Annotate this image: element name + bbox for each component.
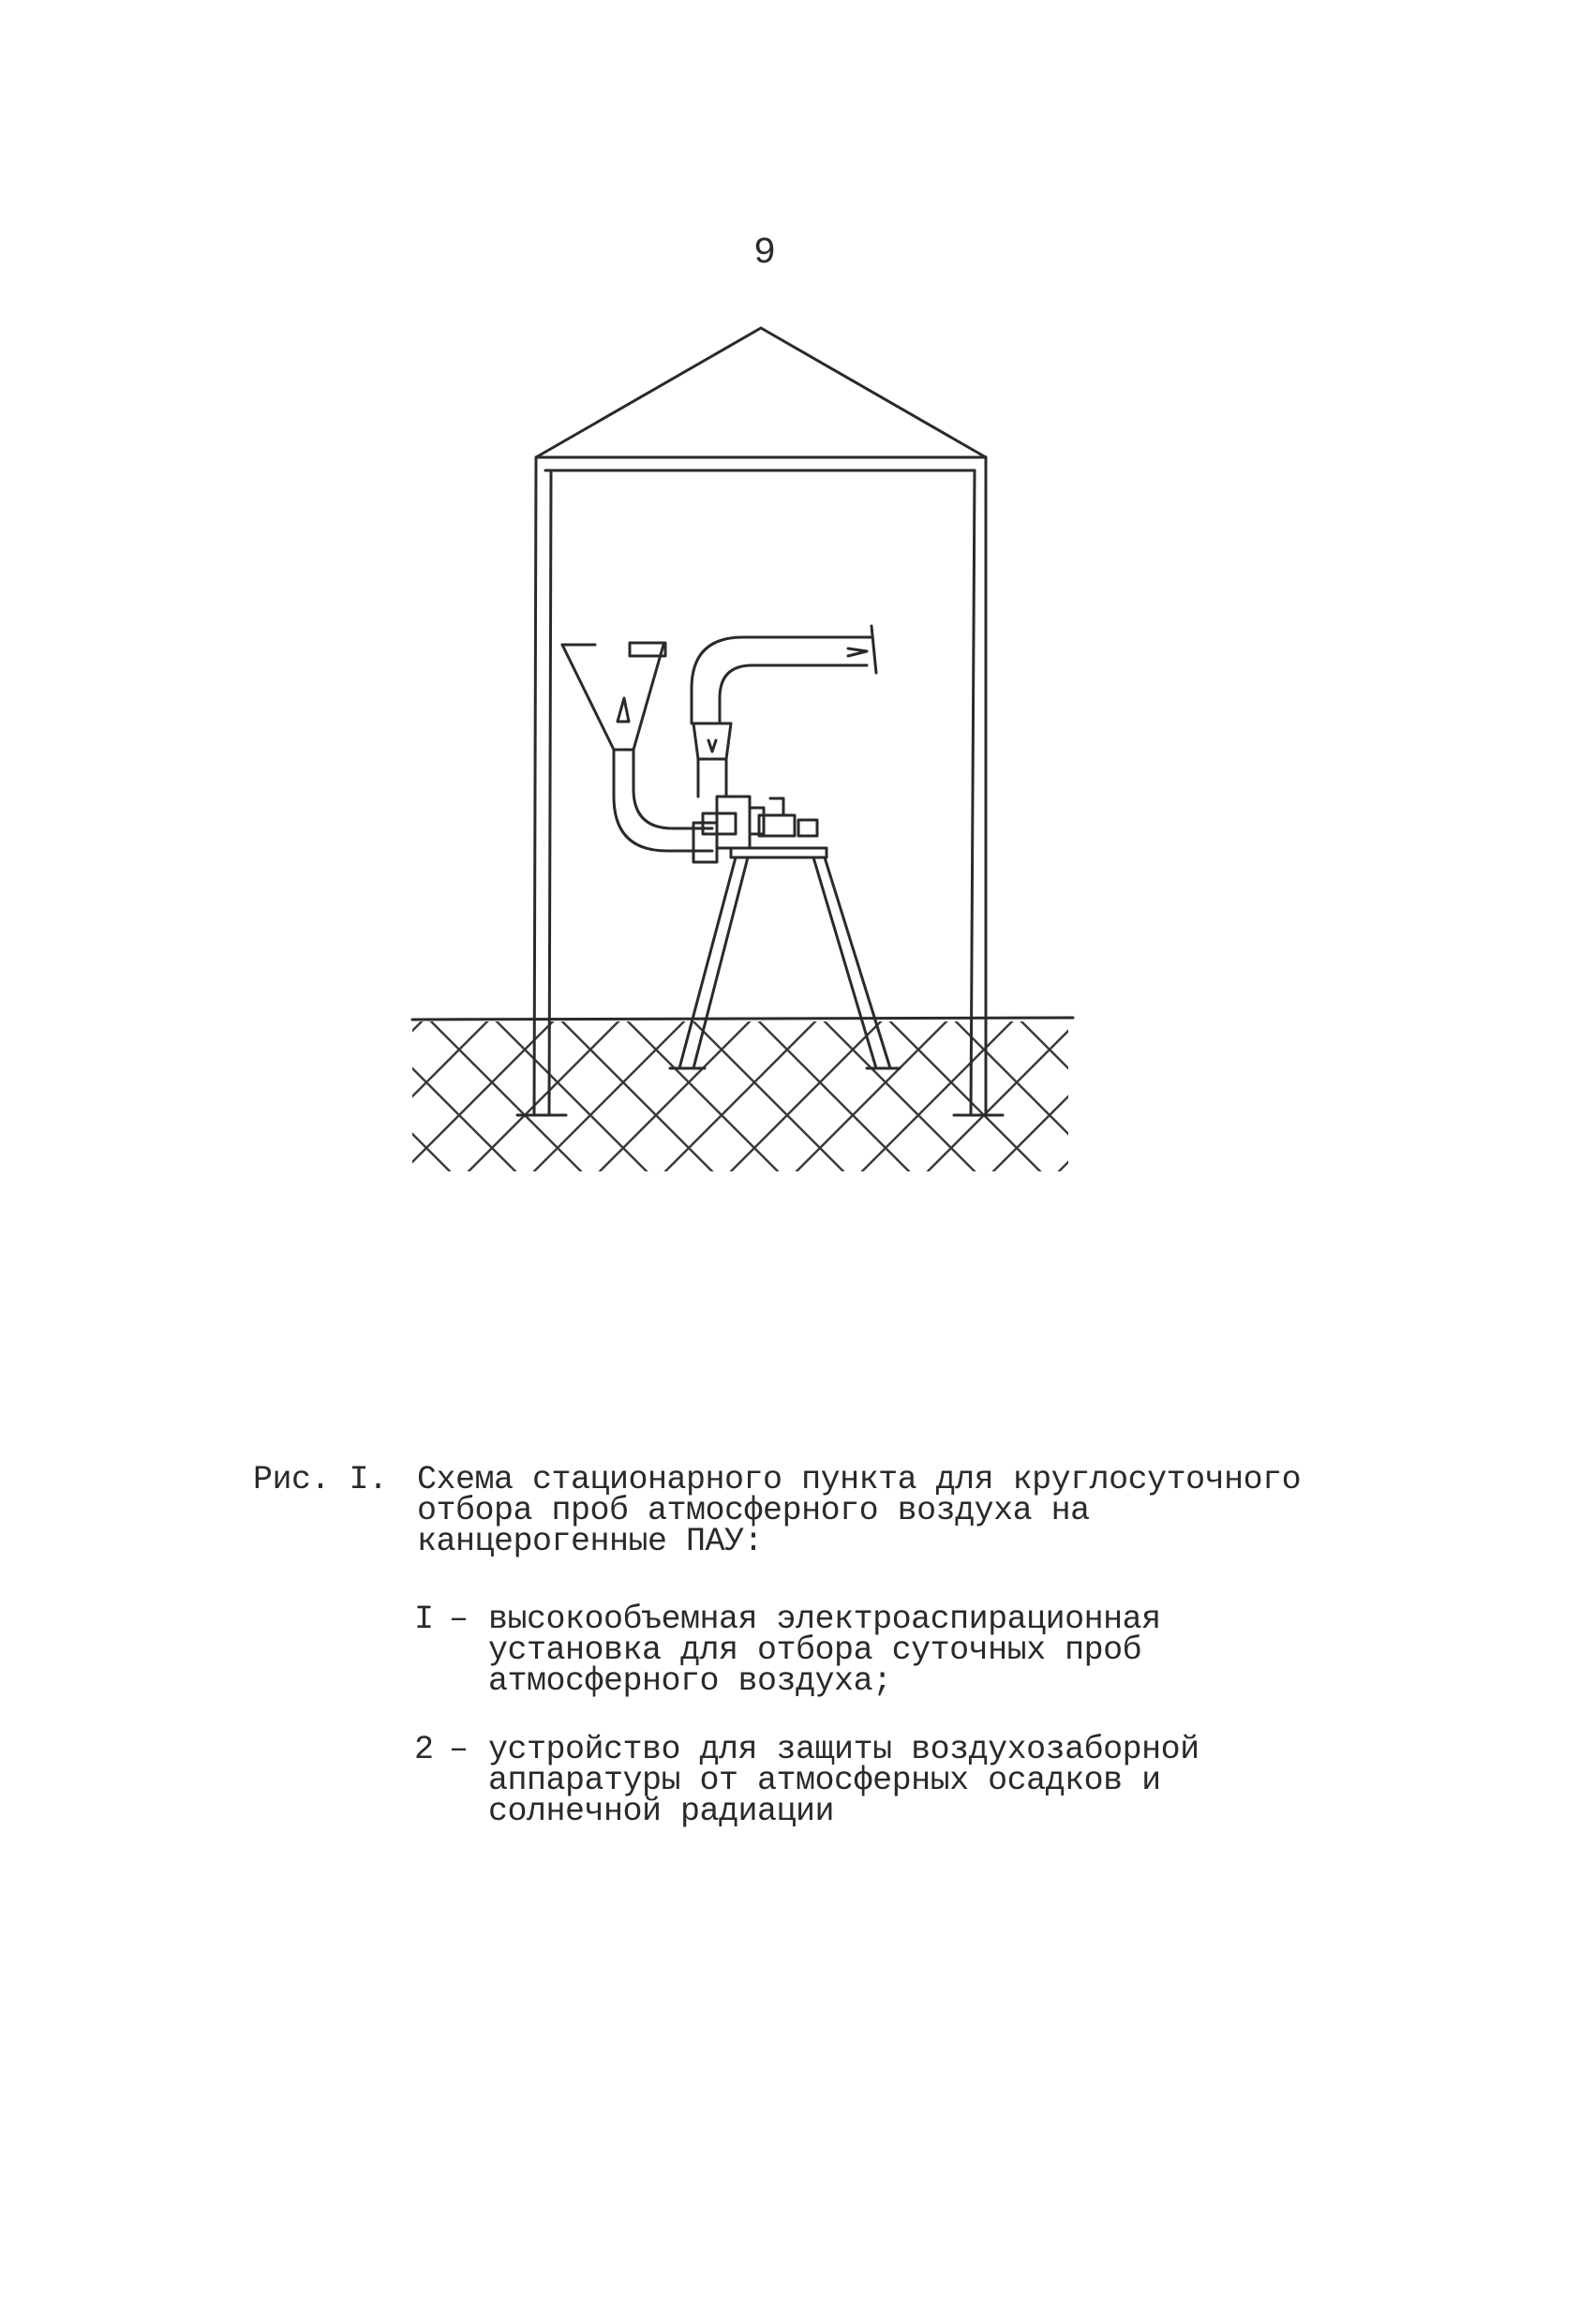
legend-dash: – bbox=[449, 1731, 469, 1768]
figure-label: Рис. I. bbox=[253, 1461, 388, 1498]
legend-text: устройство для защиты воздухозаборной аппаратуры от атмосферных осадков и солнечной радиации bbox=[488, 1731, 1199, 1830]
intake-funnel bbox=[562, 643, 665, 750]
page-number: 9 bbox=[752, 232, 776, 275]
legend-number: I bbox=[414, 1601, 434, 1638]
intake-pipe bbox=[614, 750, 693, 851]
legend-dash: – bbox=[449, 1601, 469, 1638]
shelter-post-left bbox=[534, 457, 536, 1115]
legend-number: 2 bbox=[414, 1731, 434, 1768]
legend-item bbox=[414, 1731, 1312, 1830]
figure-caption bbox=[253, 1461, 1312, 1830]
legend-item bbox=[414, 1601, 1312, 1700]
legend-text: высокообъемная электроаспирационная установка для отбора суточных проб атмосферного воздуха; bbox=[488, 1601, 1161, 1700]
shelter-roof bbox=[536, 328, 986, 457]
figure-title: Схема стационарного пункта для круглосуточного отбора проб атмосферного воздуха на канцерогенные ПАУ: bbox=[417, 1461, 1302, 1560]
station-schematic bbox=[394, 309, 1087, 1190]
exhaust-pipe bbox=[692, 626, 876, 797]
ground-line bbox=[412, 1018, 1073, 1020]
